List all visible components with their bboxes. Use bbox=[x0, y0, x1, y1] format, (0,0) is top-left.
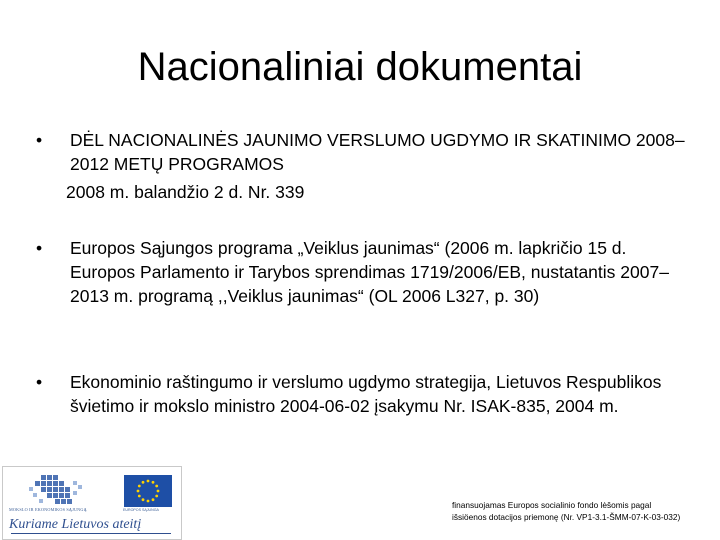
bullet-marker: • bbox=[36, 238, 43, 258]
eu-flag-icon bbox=[124, 475, 172, 507]
slogan-underline bbox=[11, 533, 171, 534]
bullet-text: Ekonominio raštingumo ir verslumo ugdymo strategija, Lietuvos Respublikos švietimo ir mokslo ministro 2004-06-02 įsakymu Nr. ISAK-835, 2004 m. bbox=[70, 372, 662, 416]
funding-line-2: išsiöenos dotacijos priemonę (Nr. VP1-3.1-ŠMM-07-K-03-032) bbox=[452, 512, 681, 522]
funding-note bbox=[452, 499, 714, 523]
bullet-marker: • bbox=[36, 130, 43, 150]
ministry-name: MOKSLO IR EKONOMIKOS SĄJUNGĄ bbox=[9, 507, 87, 512]
ministry-logo-icon bbox=[11, 473, 121, 519]
eu-label: EUROPOS SĄJUNGA bbox=[123, 508, 159, 512]
bullet-text: Europos Sąjungos programa „Veiklus jaunimas“ (2006 m. lapkričio 15 d. Europos Parlamento ir Tarybos sprendimas 1719/2006/EB, nustatantis 2007–2013 m. programą ,,Veiklus jaunimas“ (OL 2006 L327, p. 30) bbox=[70, 238, 669, 306]
bullet-subtext: 2008 m. balandžio 2 d. Nr. 339 bbox=[66, 182, 305, 202]
funding-line-1: finansuojamas Europos socialinio fondo lėšomis pagal bbox=[452, 500, 652, 510]
bullet-text: DĖL NACIONALINĖS JAUNIMO VERSLUMO UGDYMO IR SKATINIMO 2008–2012 METŲ PROGRAMOS bbox=[70, 130, 685, 174]
bullet-text-container bbox=[66, 128, 696, 204]
slogan-text: Kuriame Lietuvos ateitį bbox=[9, 517, 142, 532]
funding-logo-panel bbox=[2, 466, 182, 540]
bullet-marker: • bbox=[36, 372, 43, 392]
slide-title: Nacionaliniai dokumentai bbox=[137, 45, 583, 89]
